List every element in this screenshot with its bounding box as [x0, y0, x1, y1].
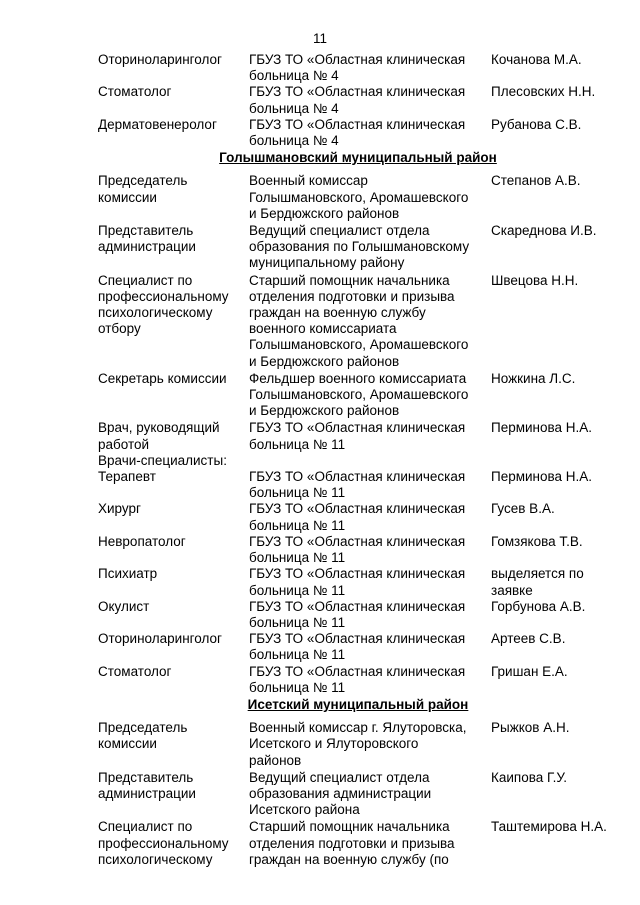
- role-cell: Представитель администрации: [98, 223, 196, 255]
- role-cell: Хирург: [98, 501, 141, 517]
- table-row: [98, 631, 618, 663]
- role-cell: Оториноларинголог: [98, 631, 222, 647]
- place-cell: Военный комиссар Голышмановского, Аромашевского и Бердюжского районов: [249, 173, 469, 221]
- section-heading: Голышмановский муниципальный район: [219, 150, 497, 166]
- person-cell: Горбунова А.В.: [491, 598, 586, 614]
- place-cell: ГБУЗ ТО «Областная клиническая больница № 11: [249, 598, 466, 630]
- person-cell: Рубанова С.В.: [491, 116, 582, 132]
- commission-list: [98, 52, 618, 868]
- person-cell: Ножкина Л.С.: [491, 370, 576, 386]
- place-cell: ГБУЗ ТО «Областная клиническая больница № 11: [249, 566, 466, 598]
- table-row: [98, 664, 618, 696]
- role-cell: Специалист по профессиональному психологическому отбору: [98, 272, 229, 337]
- person-cell: выделяется по заявке: [491, 566, 584, 598]
- role-cell: Врач, руководящий работой Врачи-специалисты:: [98, 420, 227, 468]
- section-heading: Исетский муниципальный район: [247, 696, 469, 712]
- table-row: [98, 599, 618, 631]
- table-row: [98, 819, 618, 868]
- place-cell: ГБУЗ ТО «Областная клиническая больница № 11: [249, 420, 466, 452]
- person-cell: Рыжков А.Н.: [491, 720, 570, 736]
- table-row: [98, 566, 618, 598]
- table-row: [98, 371, 618, 420]
- role-cell: Секретарь комиссии: [98, 370, 227, 386]
- role-cell: Окулист: [98, 598, 150, 614]
- table-row: [98, 273, 618, 370]
- person-cell: Гришан Е.А.: [491, 663, 568, 679]
- person-cell: Кочанова М.А.: [491, 52, 582, 67]
- role-cell: Специалист по профессиональному психологическому: [98, 819, 229, 867]
- place-cell: ГБУЗ ТО «Областная клиническая больница № 11: [249, 501, 466, 533]
- role-cell: Председатель комиссии: [98, 720, 188, 752]
- role-cell: Дерматовенеролог: [98, 116, 217, 132]
- place-cell: Ведущий специалист отдела образования администрации Исетского района: [249, 769, 432, 818]
- person-cell: Гомзякова Т.В.: [491, 533, 583, 549]
- table-row: [98, 84, 618, 116]
- place-cell: Военный комиссар г. Ялуторовска, Исетского и Ялуторовского районов: [249, 720, 467, 768]
- person-cell: Перминова Н.А.: [491, 420, 593, 436]
- role-cell: Оториноларинголог: [98, 52, 222, 67]
- role-cell: Председатель комиссии: [98, 173, 188, 205]
- person-cell: Плесовских Н.Н.: [491, 84, 596, 100]
- place-cell: ГБУЗ ТО «Областная клиническая больница № 11: [249, 469, 466, 501]
- table-row: [98, 420, 618, 469]
- role-cell: Невропатолог: [98, 533, 186, 549]
- table-row: [98, 501, 618, 533]
- place-cell: ГБУЗ ТО «Областная клиническая больница № 11: [249, 533, 466, 566]
- person-cell: Швецова Н.Н.: [491, 272, 579, 288]
- place-cell: Старший помощник начальника отделения подготовки и призыва граждан на военную службу (по: [249, 819, 455, 867]
- place-cell: Ведущий специалист отдела образования по Голышмановскому муниципальному району: [249, 223, 470, 271]
- person-cell: Степанов А.В.: [491, 173, 581, 189]
- person-cell: Таштемирова Н.А.: [491, 819, 607, 835]
- table-row: [98, 720, 618, 769]
- place-cell: ГБУЗ ТО «Областная клиническая больница № 4: [249, 116, 466, 149]
- place-cell: ГБУЗ ТО «Областная клиническая больница № 4: [249, 52, 466, 84]
- role-cell: Представитель администрации: [98, 769, 196, 801]
- role-cell: Стоматолог: [98, 84, 172, 100]
- table-row: [98, 770, 618, 819]
- person-cell: Каипова Г.У.: [491, 769, 567, 785]
- table-row: [98, 223, 618, 272]
- person-cell: Гусев В.А.: [491, 501, 555, 517]
- role-cell: Психиатр: [98, 566, 158, 582]
- page-number: 11: [312, 31, 327, 46]
- person-cell: Перминова Н.А.: [491, 469, 593, 485]
- place-cell: ГБУЗ ТО «Областная клиническая больница № 11: [249, 663, 466, 695]
- table-row: [98, 52, 618, 84]
- table-row: [98, 534, 618, 566]
- place-cell: Фельдшер военного комиссариата Голышмановского, Аромашевского и Бердюжского районов: [249, 370, 469, 419]
- place-cell: Старший помощник начальника отделения подготовки и призыва граждан на военную службу военного комиссариата Голышмановского, Аромашевского и Бердюжского районов: [249, 272, 469, 369]
- role-cell: Стоматолог: [98, 663, 172, 679]
- table-row: [98, 117, 618, 149]
- place-cell: ГБУЗ ТО «Областная клиническая больница № 4: [249, 84, 466, 116]
- person-cell: Артеев С.В.: [491, 631, 566, 647]
- place-cell: ГБУЗ ТО «Областная клиническая больница № 11: [249, 631, 466, 663]
- person-cell: Скареднова И.В.: [491, 223, 597, 239]
- table-row: [98, 173, 618, 222]
- role-cell: Терапевт: [98, 469, 156, 485]
